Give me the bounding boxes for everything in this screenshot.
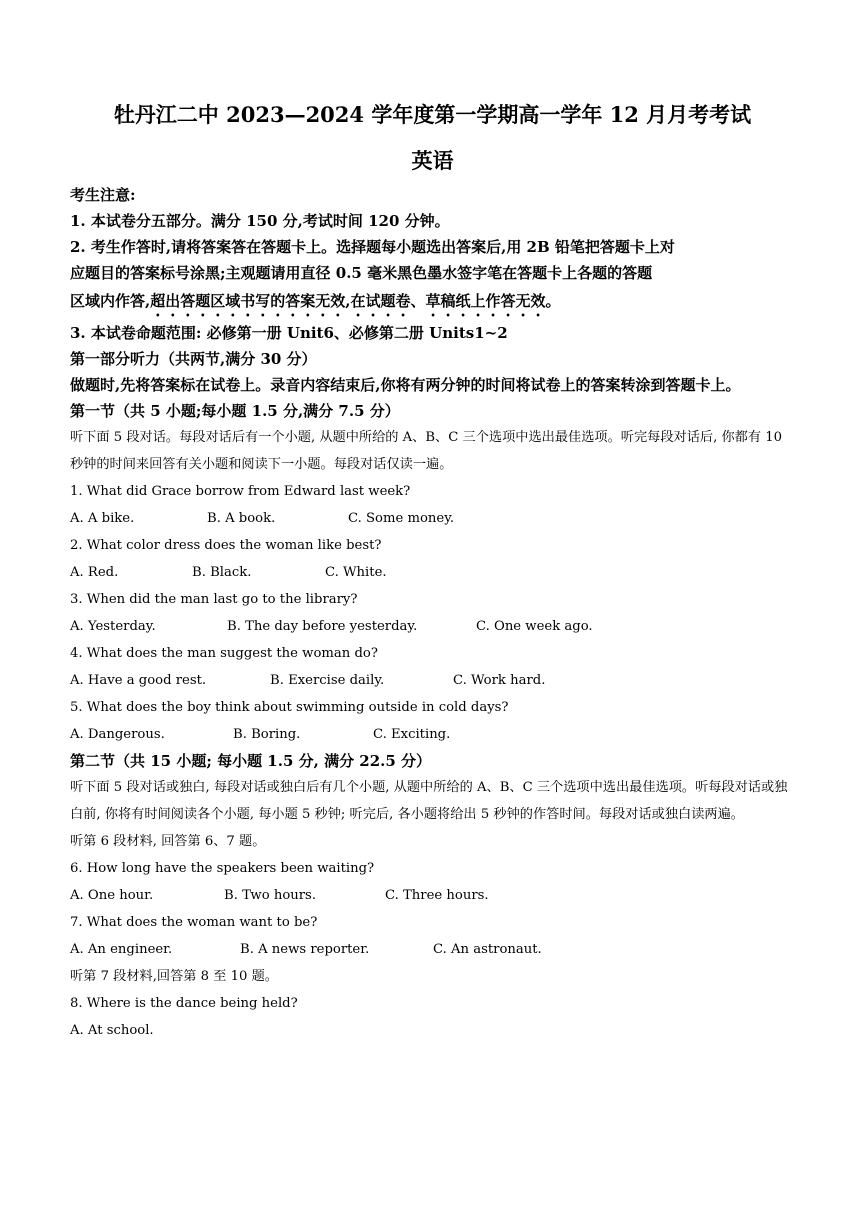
notice-heading: 考生注意: xyxy=(70,186,136,204)
part1-heading: 第一部分听力（共两节,满分 30 分） xyxy=(70,350,317,368)
options-2 xyxy=(70,559,795,586)
section2-instruction: 听下面 5 段对话或独白, 每段对话或独白后有几个小题, 从题中所给的 A、B、C 三个选项中选出最佳选项。听每段对话或独白前, 你将有时间阅读各个小题, 每小题 5 秒钟; 听完后, 各小题将给出 5 秒钟的作答时间。每段对话或独白读两遍。 xyxy=(70,780,788,822)
notice-item-1: 1. 本试卷分五部分。满分 150 分,考试时间 120 分钟。 xyxy=(70,212,450,230)
emphasized-text: 在试题卷、草稿纸上作答无效 xyxy=(350,292,546,310)
option-c: C. Exciting. xyxy=(373,727,451,742)
question-6: 6. How long have the speakers been waiting? xyxy=(70,861,375,876)
section2-heading: 第二节（共 15 小题; 每小题 1.5 分, 满分 22.5 分） xyxy=(70,752,432,770)
material-7-note: 听第 7 段材料,回答第 8 至 10 题。 xyxy=(70,969,278,984)
part1-instruction: 做题时,先将答案标在试卷上。录音内容结束后,你将有两分钟的时间将试卷上的答案转涂到答题卡上。 xyxy=(70,376,741,394)
notice-text: 。 xyxy=(545,292,561,310)
notice-item-3: 3. 本试卷命题范围: 必修第一册 Unit6、必修第二册 Units1~2 xyxy=(70,324,508,342)
notice-item-2-line-1: 2. 考生作答时,请将答案答在答题卡上。选择题每小题选出答案后,用 2B 铅笔把答题卡上对 xyxy=(70,238,675,256)
option-b: B. Two hours. xyxy=(224,888,317,903)
option-a: A. One hour. xyxy=(70,888,154,903)
exam-title: 牡丹江二中 2023—2024 学年度第一学期高一学年 12 月月考考试 xyxy=(113,102,752,127)
option-b: B. Boring. xyxy=(233,727,301,742)
section1-instruction: 听下面 5 段对话。每段对话后有一个小题, 从题中所给的 A、B、C 三个选项中选出最佳选项。听完每段对话后, 你都有 10 秒钟的时间来回答有关小题和阅读下一小题。每段对话仅读一遍。 xyxy=(70,430,783,472)
option-b: B. A book. xyxy=(207,511,276,526)
option-b: B. Exercise daily. xyxy=(270,673,385,688)
option-a: A. An engineer. xyxy=(70,942,173,957)
material-6-note: 听第 6 段材料, 回答第 6、7 题。 xyxy=(70,834,266,849)
question-3: 3. When did the man last go to the library? xyxy=(70,592,358,607)
question-7: 7. What does the woman want to be? xyxy=(70,915,318,930)
notice-text: , xyxy=(345,292,351,310)
option-b: B. Black. xyxy=(192,565,252,580)
option-c: C. An astronaut. xyxy=(433,942,542,957)
notice-text: 区域内作答, xyxy=(70,292,151,310)
option-c: C. Three hours. xyxy=(385,888,489,903)
option-a: A. Yesterday. xyxy=(70,619,156,634)
options-5 xyxy=(70,721,795,748)
exam-page xyxy=(70,100,795,1044)
option-a: A. At school. xyxy=(70,1023,154,1038)
section1-heading: 第一节（共 5 小题;每小题 1.5 分,满分 7.5 分） xyxy=(70,402,400,420)
options-7 xyxy=(70,936,795,963)
option-c: C. Work hard. xyxy=(453,673,546,688)
options-1 xyxy=(70,505,795,532)
options-3 xyxy=(70,613,795,640)
emphasized-text: 超出答题区域书写的答案无效 xyxy=(150,292,346,310)
option-c: C. One week ago. xyxy=(476,619,593,634)
options-6 xyxy=(70,882,795,909)
option-c: C. Some money. xyxy=(348,511,455,526)
option-b: B. A news reporter. xyxy=(240,942,370,957)
notice-item-2-line-3 xyxy=(70,286,795,320)
option-a: A. Dangerous. xyxy=(70,727,165,742)
question-1: 1. What did Grace borrow from Edward last week? xyxy=(70,484,411,499)
option-a: A. A bike. xyxy=(70,511,135,526)
options-4 xyxy=(70,667,795,694)
question-8: 8. Where is the dance being held? xyxy=(70,996,298,1011)
option-a: A. Red. xyxy=(70,565,119,580)
question-2: 2. What color dress does the woman like best? xyxy=(70,538,382,553)
question-5: 5. What does the boy think about swimming outside in cold days? xyxy=(70,700,509,715)
options-8 xyxy=(70,1017,795,1044)
question-4: 4. What does the man suggest the woman do? xyxy=(70,646,378,661)
notice-item-2-line-2: 应题目的答案标号涂黑;主观题请用直径 0.5 毫米黑色墨水签字笔在答题卡上各题的答题 xyxy=(70,264,653,282)
option-b: B. The day before yesterday. xyxy=(227,619,418,634)
option-a: A. Have a good rest. xyxy=(70,673,207,688)
option-c: C. White. xyxy=(325,565,387,580)
exam-subject: 英语 xyxy=(411,148,454,173)
